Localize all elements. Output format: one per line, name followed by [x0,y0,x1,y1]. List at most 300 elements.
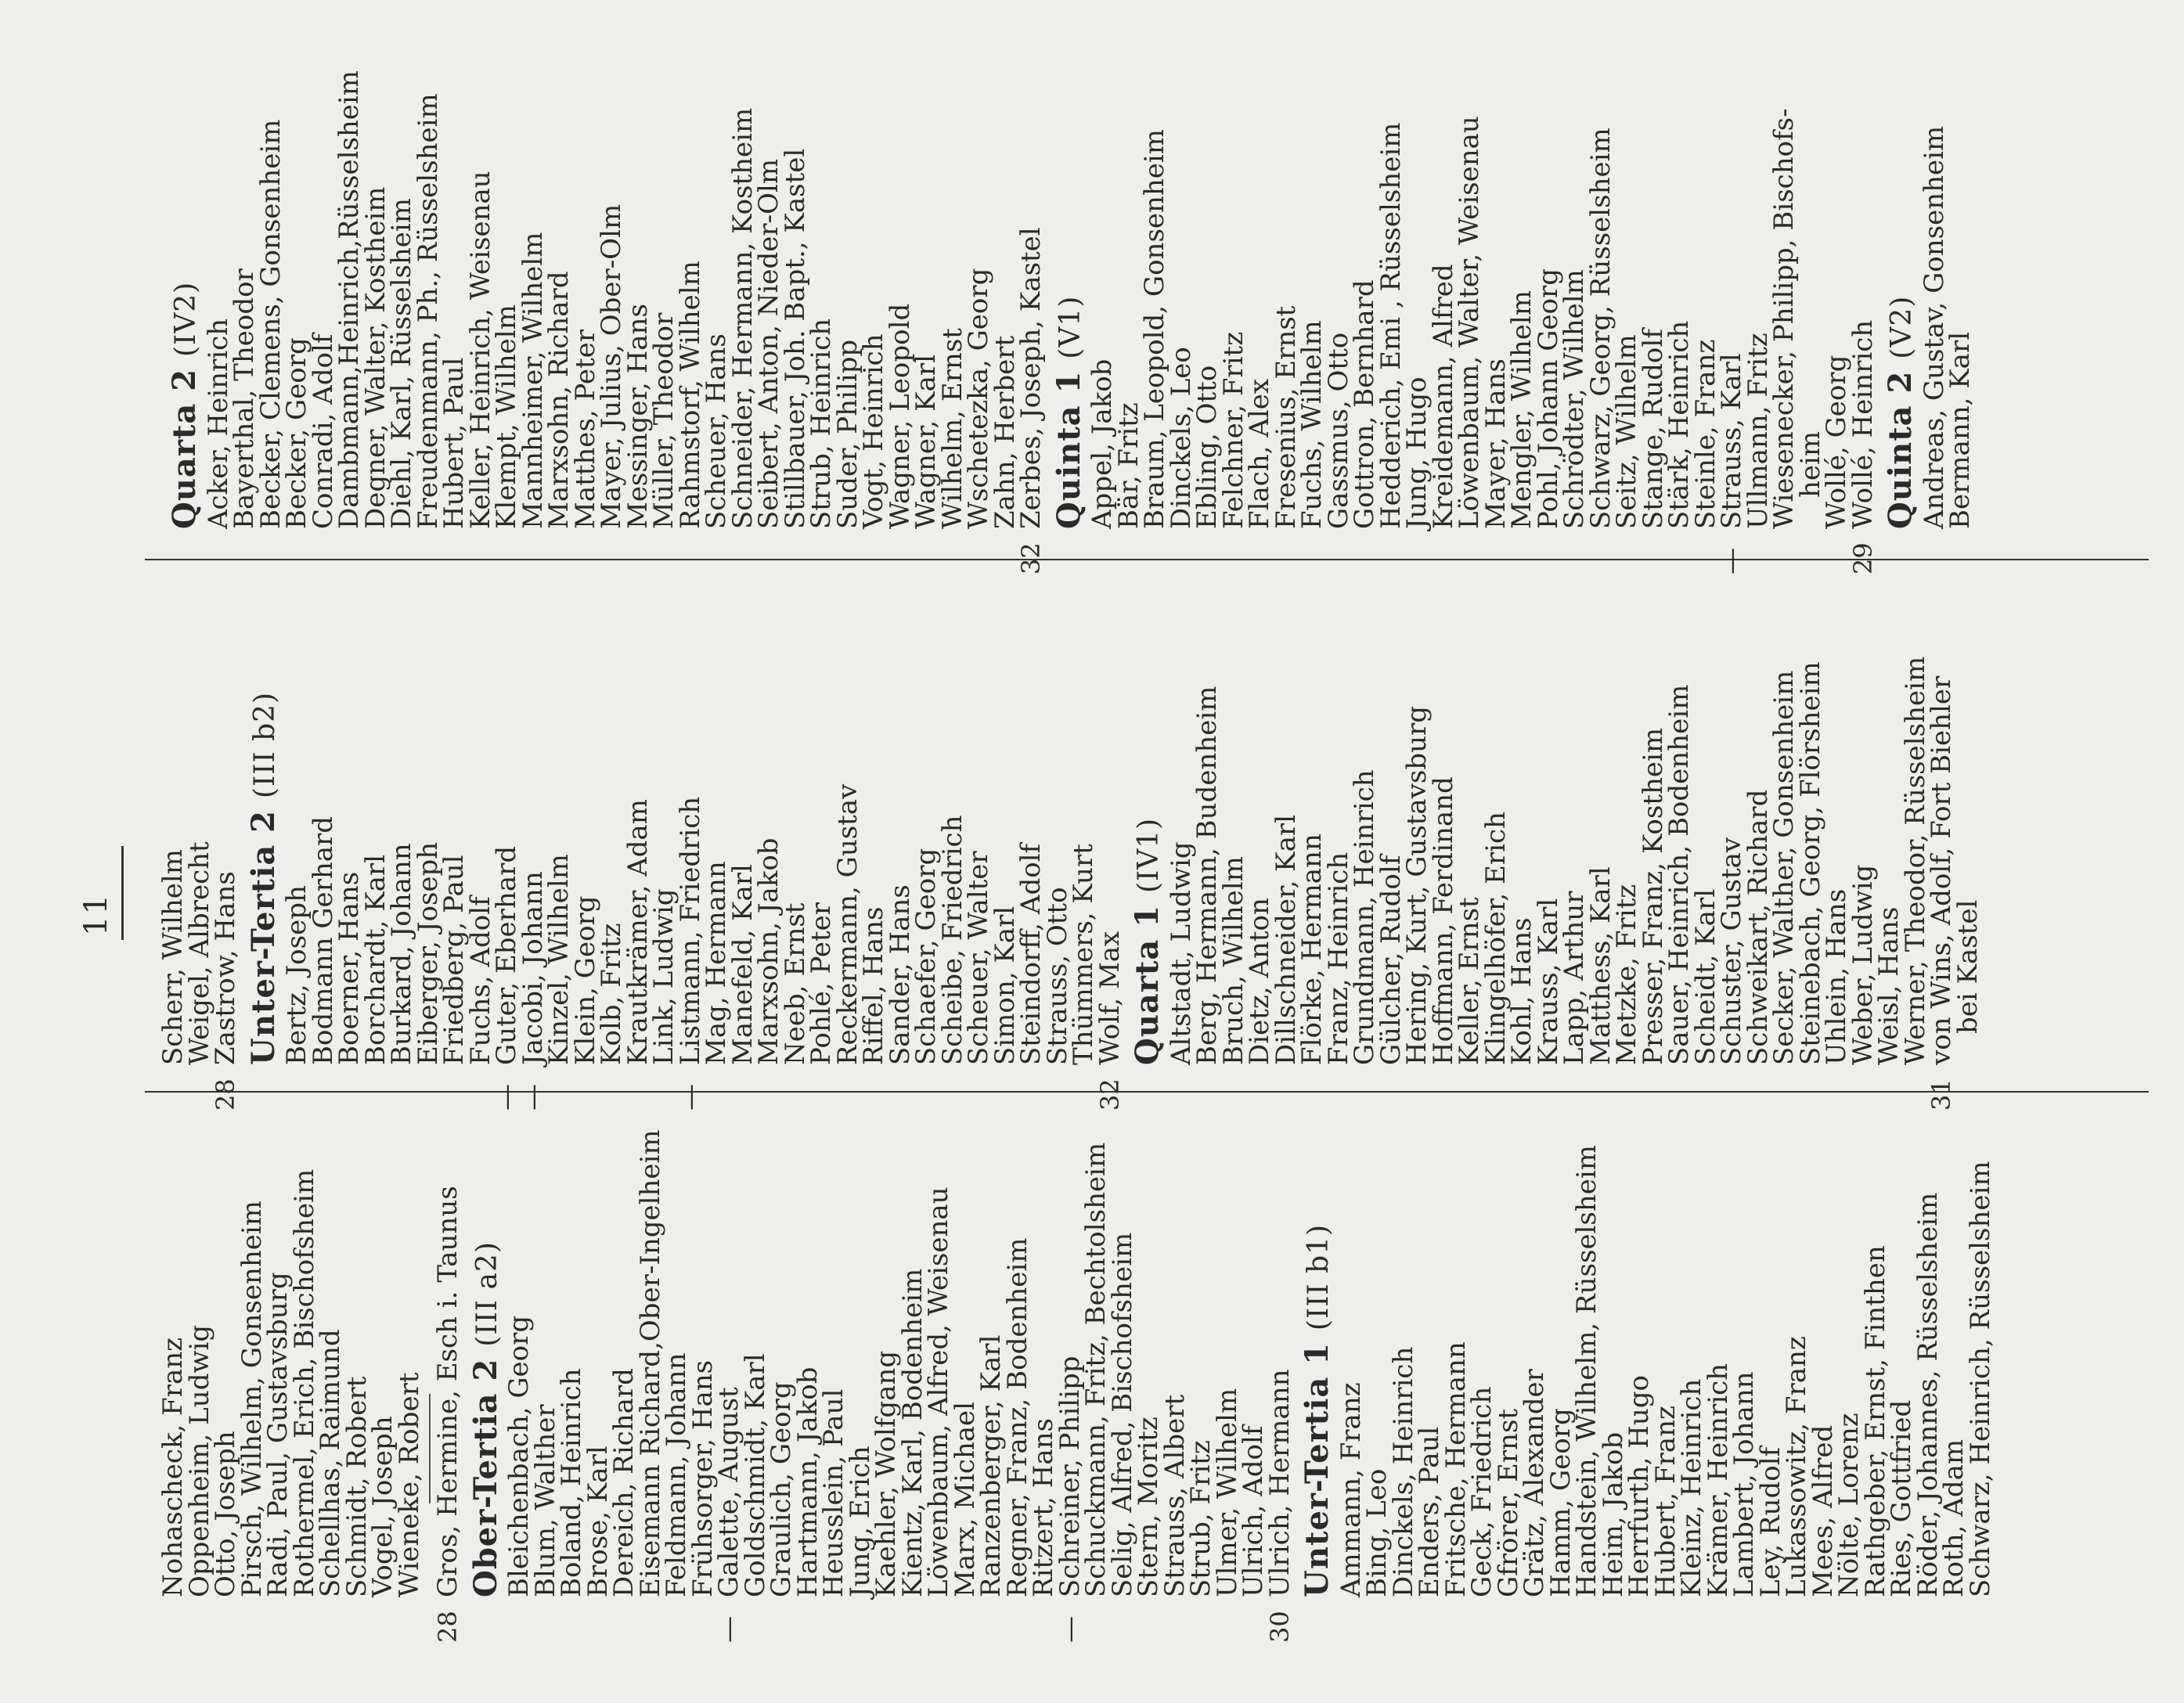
student-entry [596,13,627,529]
student-entry [183,1081,215,1597]
student-entry [1139,13,1170,529]
student-entry [739,1081,771,1597]
student-entry [779,13,811,529]
student-entry [341,1081,373,1597]
student-entry [1597,1081,1629,1597]
student-name: Hartmann, Jakob [791,1366,824,1597]
class-count: 32 [1016,542,1046,574]
student-name: Werner, Theodor, Rüsselsheim [1899,656,1931,1065]
student-name: Gottron, Bernhard [1349,279,1380,529]
student-name: Roth, Adam [1938,1438,1970,1597]
student-name: Ebling, Otto [1191,365,1223,529]
student-name: Klein, Georg [569,895,601,1065]
student-entry [1506,549,1537,1065]
student-name: Boerner, Hans [333,871,365,1065]
student-name: Müller, Theodor [648,312,679,529]
student-entry [1742,13,1774,529]
section-separator [429,1394,431,1503]
student-entry [1689,549,1721,1065]
student-entry [582,1081,614,1597]
student-entry [1068,549,1099,1065]
student-entry [805,549,837,1065]
student-name: heim [1794,430,1826,498]
student-entry [543,549,575,1065]
student-entry [529,1081,561,1597]
student-entry [975,1081,1007,1597]
student-name: Matthess, Karl [1584,866,1616,1065]
student-name: Steinebach, Georg, Flörsheim [1794,661,1826,1065]
student-entry [1742,549,1774,1065]
student-entry [1191,13,1223,529]
student-entry [438,13,470,529]
student-name: Pirsch, Wilhelm, Gonsenheim [236,1201,268,1597]
student-entry [779,549,811,1065]
student-name: Hoffmann, Ferdinand [1427,776,1459,1065]
student-entry [1217,549,1249,1065]
student-entry [333,13,365,529]
student-entry [1015,13,1047,574]
student-entry [1532,13,1564,529]
student-entry [1964,1081,1996,1597]
student-name: Suder, Philipp [831,339,863,529]
student-name: Stern, Moritz [1133,1417,1164,1597]
class-heading-code: (V2) [1886,295,1918,359]
student-entry [1716,548,1747,1065]
student-entry [333,549,365,1065]
student-name: Mengler, Wilhelm [1506,290,1537,529]
student-name: Mayer, Hans [1479,358,1512,529]
student-entry [393,1081,425,1597]
student-entry [1479,549,1512,1065]
student-entry [236,1081,268,1597]
class-heading-code: (V1) [1054,295,1087,359]
student-entry [1054,1081,1086,1643]
student-entry [359,13,391,529]
student-entry [1263,1081,1296,1643]
student-entry [1559,549,1590,1065]
student-name: Stange, Rudolf [1637,329,1669,529]
class-heading-code: (III b2) [248,691,281,799]
student-name: Seitz, Wilhelm [1611,334,1642,529]
student-name: Presser, Franz, Kostheim [1637,727,1669,1065]
student-name: Gros, Hermine, Esch i. Taunus [432,1186,463,1597]
student-entry [1637,13,1669,529]
margin-mark: — [1716,548,1747,574]
class-count: 28 [211,1078,240,1111]
student-entry [1663,549,1695,1065]
student-name: Strauss, Albert [1159,1394,1191,1597]
student-name: Bär, Fritz [1112,402,1144,529]
student-entry [157,1081,189,1597]
student-entry [307,13,339,529]
student-entry [1637,549,1669,1065]
student-entry [1728,1081,1760,1597]
student-name: Franz, Heinrich [1322,852,1354,1065]
student-name: Ritzert, Hans [1028,1418,1059,1597]
student-name: Flach, Alex [1244,378,1275,529]
student-entry [1401,13,1433,529]
student-entry [648,13,679,529]
student-entry [923,1081,954,1597]
student-name: Vogel, Joseph [367,1416,398,1597]
student-entry [1833,1081,1865,1597]
student-name: Wollé, Georg [1821,355,1852,529]
student-entry [229,13,260,529]
student-name: Schwarz, Heinrich, Rüsselsheim [1964,1161,1996,1597]
student-name: Boland, Heinrich [556,1368,587,1597]
student-entry [1466,1081,1497,1597]
page-number: 11 [78,893,114,936]
student-name: Scheidt, Karl [1689,888,1721,1065]
student-entry [936,549,968,1065]
student-entry [1165,13,1197,529]
student-name: Stärk, Heinrich [1663,320,1695,529]
student-entry [634,1081,666,1597]
student-name: Kleinz, Heinrich [1676,1378,1707,1597]
student-entry [386,549,417,1065]
class-heading [1293,1081,1339,1597]
class-heading-title: Ober-Tertia 2 [467,1358,504,1597]
student-name: Weigel, Albrecht [183,841,215,1065]
student-entry [1859,1081,1891,1597]
class-count: 28 [433,1611,463,1643]
class-count: 30 [1264,1611,1295,1643]
student-name: Lapp, Arthur [1559,891,1590,1065]
student-name: Dambmann,Heinrich,Rüsselsheim [333,70,365,529]
student-name: Bruch, Wilhelm [1217,856,1249,1065]
student-name: Becker, Clemens, Gonsenheim [254,119,287,529]
student-entry [1807,1081,1839,1597]
student-name: Schuckmann, Fritz, Bechtolsheim [1080,1142,1112,1597]
student-entry [1544,1081,1577,1597]
student-name: Wagner, Karl [910,355,942,529]
student-entry [1886,1081,1917,1597]
student-entry [963,549,994,1065]
student-name: Strub, Fritz [1185,1440,1216,1597]
student-entry [1584,549,1616,1065]
student-entry [596,549,627,1065]
student-entry [1401,549,1433,1065]
student-name: Bayerthal, Theodor [229,268,260,529]
student-entry [412,549,444,1065]
student-name: Krämer, Heinrich [1702,1363,1734,1597]
student-column-1 [157,1081,1996,1643]
student-name: Bermann, Karl [1944,331,1976,529]
student-entry [1361,1081,1393,1597]
student-name: Gfrörer, Ernst [1492,1408,1524,1597]
student-name: Mag, Hermann [701,861,732,1065]
student-name: bei Kastel [1952,899,1984,1034]
student-entry [1349,549,1380,1065]
student-entry [1296,549,1328,1065]
student-name: Blum, Walther [529,1404,561,1597]
student-entry [805,13,837,529]
student-name: Scheuer, Hans [701,333,732,529]
student-entry [543,13,575,529]
student-name: Herrfurth, Hugo [1624,1375,1655,1597]
student-entry [963,13,994,529]
student-name: Vogt, Heinrich [858,333,889,529]
student-entry [1112,13,1144,529]
student-column-2 [157,549,1984,1111]
student-entry [661,1081,692,1597]
student-name: Zerbes, Joseph, Kastel [1015,227,1047,529]
class-heading-code: (IV2) [170,281,202,357]
class-heading-title: Quarta 2 [166,368,203,529]
student-entry [870,1081,902,1597]
student-name: Gülcher, Rudolf [1375,855,1407,1065]
student-name: Mayer, Julius, Ober-Olm [596,203,627,529]
student-entry [1559,13,1590,529]
student-name: Bing, Leo [1361,1468,1393,1597]
student-entry [1375,13,1407,529]
student-entry [1427,13,1459,529]
margin-mark: — [713,1616,744,1643]
student-name: Stillbauer, Joh. Bapt., Kastel [779,148,811,529]
student-entry [1624,1081,1655,1597]
student-entry [1165,549,1197,1065]
student-entry [1041,549,1073,1065]
margin-mark: — [1054,1616,1086,1643]
class-heading [1045,13,1090,529]
student-name: Seibert, Anton, Nieder-Olm [753,158,784,529]
student-name: Wagner, Leopold [884,303,916,529]
student-entry [569,13,601,529]
student-name: Manefeld, Karl [726,864,759,1065]
student-name: Selig, Alfred, Bischofsheim [1106,1232,1138,1597]
student-entry [1094,549,1126,1111]
student-name: Otto, Joseph [210,1431,241,1597]
student-entry [622,549,654,1065]
student-name: Bodmann Gerhard [307,815,339,1065]
student-entry [1427,549,1459,1065]
student-entry [517,13,549,529]
student-name: Ulrich, Adolf [1238,1425,1269,1597]
class-heading [462,1081,507,1597]
student-name: Schmidt, Robert [341,1376,373,1597]
student-name: Keller, Ernst [1454,897,1485,1065]
student-name: Ammann, Franz [1335,1382,1367,1597]
student-name: Dinckels, Heinrich [1387,1346,1419,1597]
student-name: von Wins, Adolf, Fort Biehler [1926,675,1957,1065]
student-name: Ulmer, Wilhelm [1211,1388,1243,1597]
student-entry [1794,13,1826,529]
class-count: 29 [1847,542,1878,574]
student-entry [896,1081,928,1597]
student-name: Burkard, Johann [386,843,417,1065]
student-name: Schuster, Gustav [1716,837,1747,1065]
student-entry [1899,549,1931,1065]
student-entry [517,549,549,1111]
student-name: Bertz, Joseph [281,885,312,1065]
student-entry [1676,1081,1707,1597]
student-name: Grundmann, Heinrich [1349,769,1380,1065]
student-entry [359,549,391,1065]
student-entry [1781,1081,1812,1597]
student-name: Borchardt, Karl [359,854,391,1065]
student-name: Krauss, Karl [1532,898,1564,1065]
student-name: Keller, Heinrich, Weisenau [464,171,496,529]
student-entry [1028,1081,1059,1597]
student-entry [1794,549,1826,1065]
student-entry [1821,549,1852,1065]
student-entry [1519,1081,1550,1597]
student-name: Krautkrämer, Adam [622,799,654,1065]
student-name: Steindorff, Adolf [1015,843,1047,1065]
student-name: Uhlein, Hans [1821,888,1852,1065]
student-entry [307,549,339,1065]
student-name: Graulich, Georg [766,1381,797,1597]
student-name: Jung, Hugo [1401,376,1433,529]
student-name: Zastrow, Hans [210,871,241,1065]
student-name: Schneider, Hermann, Kostheim [726,107,759,529]
student-name: Strauss, Karl [1716,353,1747,529]
student-name: Schwarz, Georg, Rüsselsheim [1584,128,1616,529]
student-entry [1001,1081,1033,1597]
student-name: Zahn, Herbert [989,335,1021,529]
student-name: Conradi, Adolf [307,333,339,529]
student-entry [766,1081,797,1597]
class-heading-code: (IV1) [1133,817,1165,893]
student-name: Marx, Michael [949,1401,981,1597]
student-name: Pohlé, Peter [805,902,837,1065]
student-name: Radi, Paul, Gustavsburg [262,1272,294,1597]
student-entry [1506,13,1537,529]
student-entry [438,549,470,1065]
student-name: Altstadt, Ludwig [1165,841,1197,1065]
student-entry [791,1081,824,1597]
student-entry [1918,13,1950,529]
student-name: Matthes, Peter [569,329,601,529]
class-heading-title: Quinta 1 [1050,370,1087,529]
student-name: Secker, Walther, Gonsenheim [1768,670,1800,1065]
class-count: 31 [1926,1078,1956,1111]
student-entry [1191,549,1223,1065]
student-name: Ries, Gottfried [1886,1399,1917,1597]
student-name: Rahmstorf, Wilhelm [674,261,706,529]
student-entry [701,13,732,529]
student-entry [1649,1081,1681,1597]
student-entry [503,1081,535,1597]
student-name: Mannheimer, Wilhelm [517,232,549,529]
class-heading [160,13,206,529]
student-name: Hubert, Franz [1649,1406,1681,1597]
student-entry [1335,1081,1367,1597]
student-name: Guter, Eberhard [491,845,522,1065]
student-name: Messinger, Hans [622,304,654,529]
student-name: Schellhas, Raimund [315,1329,346,1597]
student-name: Ulrich, Hermann [1263,1369,1296,1597]
student-name: Gassmus, Otto [1322,332,1354,529]
student-name: Frühsorger, Hans [687,1359,719,1597]
student-name: Geck, Friedrich [1466,1386,1497,1597]
student-entry [1217,13,1249,529]
class-heading [240,549,285,1065]
student-entry [1926,549,1957,1111]
class-heading-title: Unter-Tertia 2 [244,810,282,1065]
student-name: Hamm, Georg [1544,1408,1577,1597]
student-entry [1479,13,1512,529]
student-name: Appel, Jakob [1087,358,1118,529]
student-name: Diehl, Karl, Rüsselsheim [386,197,417,529]
student-name: Löwenbaum, Alfred, Weisenau [923,1186,954,1597]
student-entry [1159,1081,1191,1597]
student-name: Riffel, Hans [858,906,889,1065]
student-entry [1952,549,1984,1065]
student-name: Fuchs, Adolf [464,896,496,1065]
student-name: Listmann, Friedrich [674,796,706,1065]
student-entry [1244,549,1275,1065]
student-name: Weber, Ludwig [1847,864,1879,1065]
student-name: Klingelhöfer, Erich [1479,812,1512,1065]
student-name: Felchner, Fritz [1217,331,1249,529]
student-entry [1322,549,1354,1065]
student-entry [1087,13,1118,529]
student-name: Metzke, Fritz [1611,884,1642,1065]
student-name: Handstein, Wilhelm, Rüsselsheim [1571,1144,1602,1597]
student-name: Rathgeber, Ernst, Finthen [1859,1245,1891,1597]
class-heading [1876,13,1922,529]
student-entry [1015,549,1047,1065]
student-entry [254,13,287,529]
student-name: Andreas, Gustav, Gonsenheim [1918,125,1950,529]
student-entry [1375,549,1407,1065]
margin-mark: — [491,1084,522,1111]
student-name: Degner, Walter, Kostheim [359,186,391,529]
student-name: Neeb, Ernst [779,902,811,1065]
student-name: Enders, Paul [1414,1426,1445,1597]
student-entry [753,13,784,529]
student-name: Oppenheim, Ludwig [183,1324,215,1597]
student-name: Reckermann, Gustav [831,783,863,1065]
student-entry [1611,549,1642,1065]
student-entry [1270,13,1302,529]
student-name: Lambert, Johann [1728,1371,1760,1597]
student-name: Flörke, Hermann [1296,833,1328,1065]
student-name: Dereich, Richard [608,1368,640,1597]
student-name: Kohl, Hans [1506,917,1537,1065]
student-entry [858,13,889,529]
student-name: Ranzenberger, Karl [975,1334,1007,1597]
student-name: Wollé, Heinrich [1847,319,1879,529]
student-entry [1349,13,1380,529]
student-name: Berg, Hermann, Budenheim [1191,686,1223,1065]
student-entry [726,549,759,1065]
student-name: Eiberger, Joseph [412,841,444,1065]
student-name: Jung, Erich [844,1446,876,1597]
student-entry [491,13,522,529]
student-entry [202,13,234,529]
student-name: Wiesenecker, Philipp, Bischofs- [1768,108,1800,529]
student-name: Rothermel, Erich, Bischofsheim [288,1168,320,1597]
student-name: Nölte, Lorenz [1833,1413,1865,1597]
student-entry [281,13,312,529]
class-heading-code: (III a2) [470,1241,503,1347]
student-name: Ullmann, Fritz [1742,333,1774,529]
student-name: Marxsohn, Jakob [753,837,784,1065]
student-entry [315,1081,346,1597]
student-name: Kinzel, Wilhelm [543,854,575,1065]
student-entry [1322,13,1354,529]
class-heading-title: Unter-Tertia 1 [1299,1342,1335,1597]
student-name: Ley, Rudolf [1754,1446,1786,1597]
student-name: Lukassowitz, Franz [1781,1336,1812,1597]
student-entry [910,549,942,1065]
student-name: Brose, Karl [582,1446,614,1597]
student-entry [1768,549,1800,1065]
class-count: 32 [1094,1078,1125,1111]
student-entry [1611,13,1642,529]
